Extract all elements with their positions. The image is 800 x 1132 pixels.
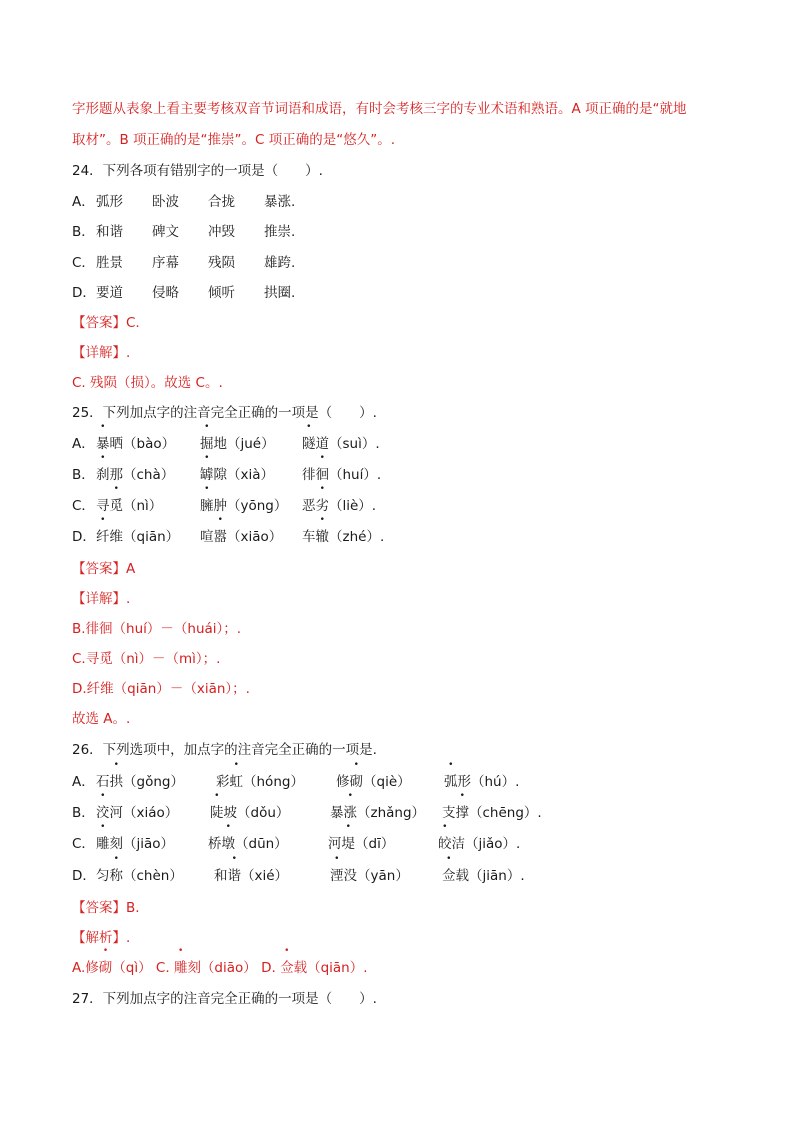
word: 雄跨. [264,255,296,271]
pinyin-item: 雕刻（jiāo） [96,836,175,852]
pinyin-item: 暴涨（zhǎng） [330,805,426,821]
pinyin-item: 罅隙（xià） [200,467,275,483]
option-label: C． [72,498,95,514]
pinyin-item: 臃肿（yōng） [200,498,288,514]
q25-detail-d: D.纤维（qiān）－（xiān）；. [72,681,250,697]
q26-stem: 26．下列选项中，加点字的注音完全正确的一项是. [72,742,377,758]
pinyin-item: 刹那（chà） [96,467,175,483]
pinyin-item: 徘徊（huí）. [302,467,382,483]
pinyin-item: 皎洁（jiǎo）. [438,836,521,852]
q25-detail-b: B.徘徊（huí）－（huái）；. [72,621,242,637]
word: 倾听 [208,285,235,301]
word: 弧形 [96,194,123,210]
word: 拱圈. [264,285,296,301]
option-label: C． [72,836,95,852]
option-label: B． [72,224,95,240]
pinyin-item: 喧嚣（xiāo） [200,529,283,545]
pinyin-item: 纤维（qiān） [96,529,180,545]
pinyin-item: 支撑（chēng）. [442,805,542,821]
word: 胜景 [96,255,123,271]
word: 要道 [96,285,123,301]
q25-stem: 25．下列加点字的注音完全正确的一项是（ ）. [72,405,377,421]
q25-answer: 【答案】A [72,561,136,577]
word: 卧波 [152,194,179,210]
pinyin-item: 佥载（jiān）. [442,868,525,884]
word: 合拢 [208,194,235,210]
intro-line-1: 字形题从表象上看主要考核双音节词语和成语，有时会考核三字的专业术语和熟语。A 项正确的是“就地 [72,101,687,117]
q27-stem: 27．下列加点字的注音完全正确的一项是（ ）. [72,991,377,1007]
pinyin-item: 隧道（suì）. [302,436,380,452]
option-label: D． [72,529,96,545]
pinyin-item: 河堤（dī） [328,836,395,852]
option-label: B． [72,805,95,821]
option-label: C． [72,255,95,271]
q25-detail-label: 【详解】. [72,591,131,607]
word: 侵略 [152,285,179,301]
pinyin-item: 陡坡（dǒu） [210,805,290,821]
word: 和谐 [96,224,123,240]
word: 碑文 [152,224,179,240]
pinyin-item: 掘地（jué） [200,436,275,452]
pinyin-item: 洨河（xiáo） [96,805,179,821]
q24-detail-label: 【详解】. [72,345,131,361]
q26-detail: A.修砌（qì） C. 雕刻（diāo） D. 佥载（qiān）. [72,960,368,976]
option-label: B． [72,467,95,483]
q25-detail-c: C.寻觅（nì）－（mì）；. [72,651,221,667]
q25-conclusion: 故选 A。. [72,711,131,727]
pinyin-item: 湮没（yān） [330,868,409,884]
pinyin-item: 寻觅（nì） [96,498,163,514]
pinyin-item: 弧形（hú）. [444,774,520,790]
q24-detail: C. 残陨（损）。故选 C。. [72,375,223,391]
pinyin-item: 恶劣（liè）. [302,498,377,514]
word: 推崇. [264,224,296,240]
q26-answer: 【答案】B. [72,900,140,916]
option-label: A． [72,774,95,790]
pinyin-item: 暴晒（bào） [96,436,176,452]
pinyin-item: 和谐（xié） [214,868,289,884]
pinyin-item: 匀称（chèn） [96,868,183,884]
option-label: A． [72,436,95,452]
option-label: D． [72,285,96,301]
pinyin-item: 修砌（qiè） [336,774,411,790]
pinyin-item: 车辙（zhé）. [302,529,385,545]
q26-detail-label: 【解析】. [72,930,131,946]
pinyin-item: 桥墩（dūn） [208,836,288,852]
word: 残陨 [208,255,235,271]
pinyin-item: 石拱（gǒng） [96,774,184,790]
word: 序幕 [152,255,179,271]
word: 冲毁 [208,224,235,240]
option-label: A． [72,194,95,210]
q24-stem: 24．下列各项有错别字的一项是（ ）. [72,163,323,179]
intro-line-2: 取材”。B 项正确的是“推崇”。C 项正确的是“悠久”。. [72,132,396,148]
option-label: D． [72,868,96,884]
q24-answer: 【答案】C. [72,315,140,331]
pinyin-item: 彩虹（hóng） [216,774,304,790]
word: 暴涨. [264,194,296,210]
